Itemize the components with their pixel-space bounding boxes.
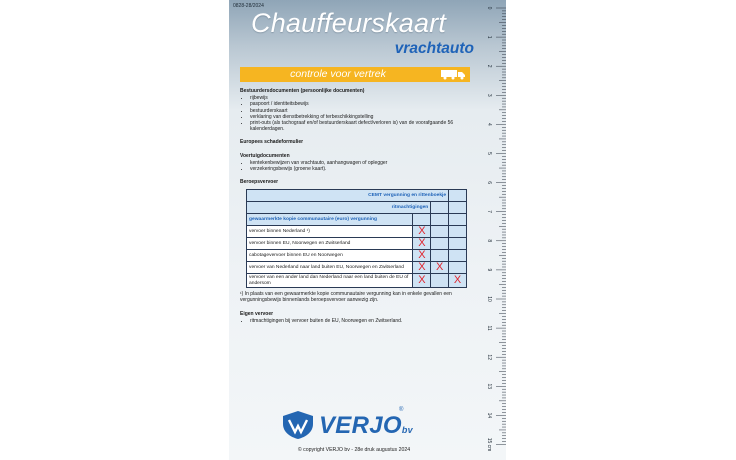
cross-mark: X bbox=[431, 262, 449, 274]
vehicle-docs-list bbox=[240, 160, 468, 172]
cross-mark: X bbox=[413, 250, 431, 262]
ruler-label: 5 bbox=[486, 152, 492, 155]
table-row bbox=[247, 262, 467, 274]
cross-mark bbox=[431, 274, 449, 288]
ruler-label: 0 bbox=[486, 6, 492, 10]
card-title: Chauffeurskaart bbox=[251, 8, 447, 38]
ruler-label: 7 bbox=[486, 210, 492, 214]
cross-mark bbox=[449, 238, 467, 250]
ruler-label: 10 bbox=[486, 296, 492, 302]
cross-mark: X bbox=[413, 262, 431, 274]
cross-mark bbox=[449, 262, 467, 274]
row-label: cabotagevervoer binnen EU en Noorwegen bbox=[247, 250, 413, 262]
table-row bbox=[247, 274, 467, 288]
row-label: vervoer van een ander land dan Nederland naar een land buiten de EU of andersom bbox=[247, 274, 413, 288]
truck-icon bbox=[440, 69, 466, 80]
shield-logo-icon bbox=[281, 410, 315, 440]
list-item: • bestuurderskaart bbox=[250, 108, 468, 114]
document-code: 0828-28/2024 bbox=[233, 3, 264, 9]
col-header-euro: gewaarmerkte kopie communautaire (euro) vergunning bbox=[247, 214, 413, 226]
ruler-label: 14 bbox=[486, 412, 492, 419]
ruler-label: 6 bbox=[486, 181, 492, 184]
section-heading-driver-docs: Bestuurdersdocumenten (persoonlijke documenten) bbox=[240, 88, 365, 94]
ruler-label: 9 bbox=[486, 268, 492, 272]
list-item: • verzekeringsbewijs (groene kaart). bbox=[250, 166, 468, 172]
footnote: ¹) In plaats van een gewaarmerkte kopie communautaire vergunning kan in enkele gevallen een vergunningsbewijs binnenlands beroepsvervoer aanwezig zijn. bbox=[240, 291, 452, 304]
cross-mark bbox=[431, 226, 449, 238]
copyright: © copyright VERJO bv - 28e druk augustus 2024 bbox=[297, 447, 411, 453]
ruler-label: 13 bbox=[486, 383, 492, 390]
row-label: vervoer van Nederland naar land buiten EU, Noorwegen en Zwitserland bbox=[247, 262, 413, 274]
section-heading-own: Eigen vervoer bbox=[240, 310, 274, 317]
permit-table bbox=[246, 189, 467, 288]
row-label: vervoer binnen EU, Noorwegen en Zwitserland bbox=[247, 238, 413, 250]
centimeter-ruler bbox=[478, 0, 506, 460]
table-row bbox=[247, 226, 467, 238]
list-item: • ritmachtigingen bij vervoer buiten de EU, Noorwegen en Zwitserland. bbox=[250, 318, 468, 324]
section-heading-professional: Beroepsvervoer bbox=[240, 179, 279, 186]
registered-mark: ® bbox=[399, 407, 404, 413]
table-row bbox=[247, 238, 467, 250]
cross-mark: X bbox=[413, 226, 431, 238]
ruler-label: 3 bbox=[486, 93, 492, 97]
ruler-label: 4 bbox=[486, 123, 492, 126]
ruler-label: 8 bbox=[486, 239, 492, 243]
cross-mark bbox=[449, 250, 467, 262]
ruler-label: 1 bbox=[486, 35, 492, 39]
row-label: vervoer binnen Nederland ¹) bbox=[247, 226, 413, 238]
section-heading-vehicle-docs: Voertuigdocumenten bbox=[240, 152, 290, 159]
cross-mark: X bbox=[413, 274, 431, 288]
logo-suffix: bv bbox=[401, 425, 413, 435]
logo-name: VERJO bbox=[319, 412, 402, 439]
banner-text: controle voor vertrek bbox=[290, 68, 386, 80]
cross-mark: X bbox=[413, 238, 431, 250]
card-subtitle: vrachtauto bbox=[394, 40, 474, 57]
driver-docs-list bbox=[240, 95, 468, 132]
list-item: • kentekenbewijzen van vrachtauto, aanhangwagen of oplegger bbox=[250, 160, 468, 166]
checklist-content bbox=[240, 88, 468, 324]
list-item: • rijbewijs bbox=[250, 95, 468, 101]
verjo-logo bbox=[281, 407, 461, 440]
cross-mark bbox=[431, 250, 449, 262]
ruler-label: 15 cm bbox=[486, 437, 492, 452]
ruler-label: 11 bbox=[486, 325, 492, 331]
table-row bbox=[247, 250, 467, 262]
own-transport-list bbox=[240, 318, 468, 324]
col-header-ritmachtigingen: ritmachtigingen bbox=[247, 202, 431, 214]
ruler-label: 2 bbox=[486, 64, 492, 68]
banner-bar bbox=[240, 67, 470, 82]
section-heading-accident: Europees schadeformulier bbox=[240, 139, 304, 146]
cross-mark bbox=[431, 238, 449, 250]
list-item: • paspoort / identiteitsbewijs bbox=[250, 101, 468, 107]
cross-mark: X bbox=[449, 274, 467, 288]
driver-checklist-card bbox=[229, 0, 506, 460]
list-item: • print-outs (als tachograaf en/of bestuurderskaart defect/verloren is) van de voorafgaande 56 kalenderdagen. bbox=[250, 120, 468, 132]
col-header-cemt: CEMT vergunning en rittenboekje bbox=[247, 190, 449, 202]
cross-mark bbox=[449, 226, 467, 238]
list-item: • verklaring van dienstbetrekking of terbeschikkingstelling bbox=[250, 114, 468, 120]
ruler-label: 12 bbox=[486, 354, 492, 360]
